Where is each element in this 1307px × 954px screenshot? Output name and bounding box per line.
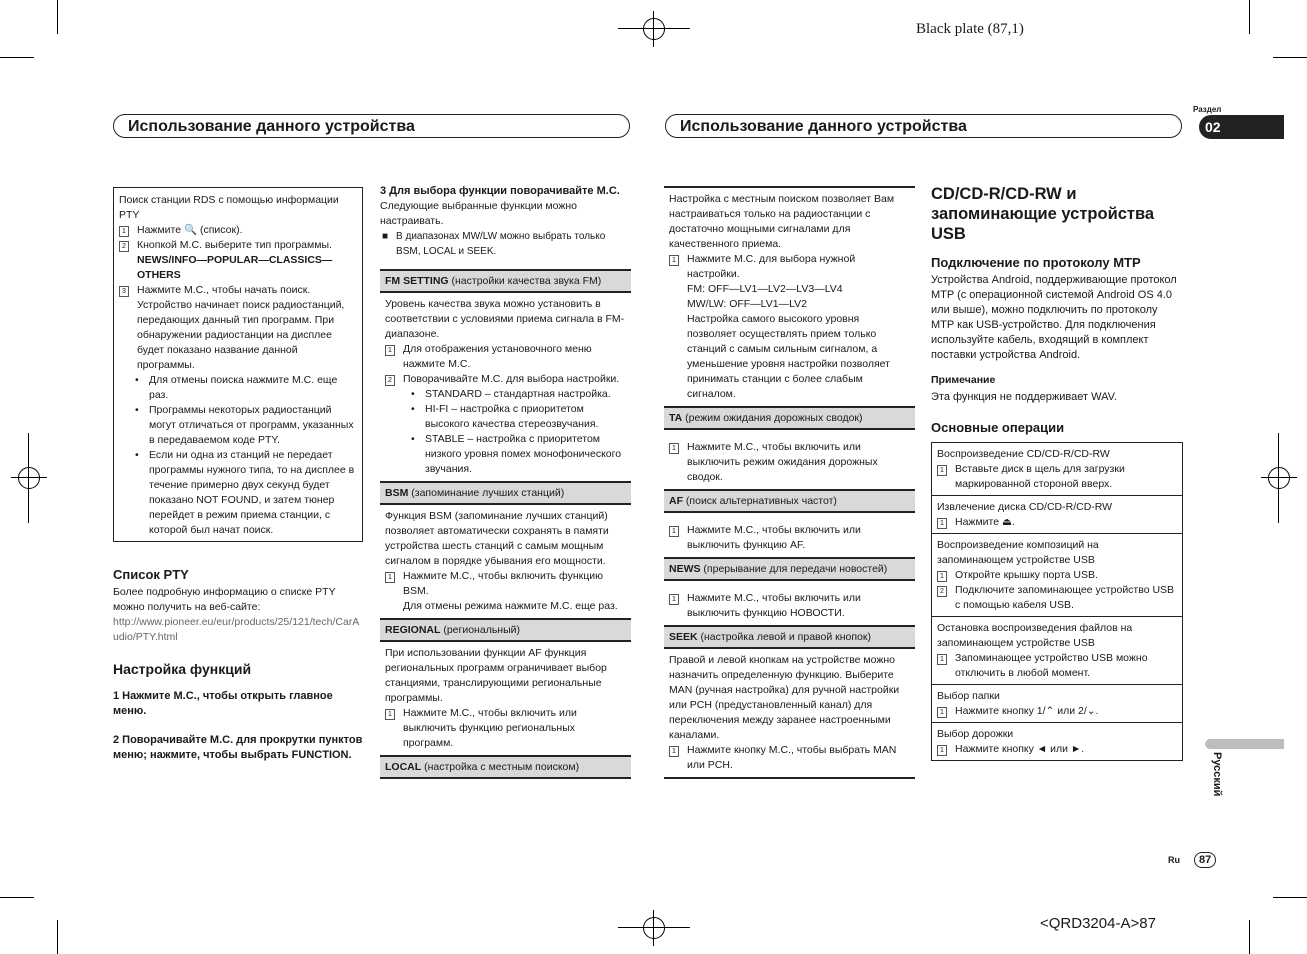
column-4 [931,184,1183,761]
step3-text: Следующие выбранные функции можно настраивать. [380,200,577,227]
box-title: Поиск станции RDS с помощью информации PTY [119,194,339,221]
column-2 [380,184,631,779]
bsm-body: Функция BSM (запоминание лучших станций) позволяет автоматически сохранять в памяти устройства шесть станций с самым мощным сигналом в порядке убывания его мощности. 1 Нажмите M.C., чтобы включить функцию BSM. Для отмены режима нажмите M.C. еще раз. [385,510,618,612]
language-tab-label: Русский [1211,752,1223,797]
pty-url-link[interactable]: http://www.pioneer.eu/eur/products/25/121/tech/CarAudio/PTY.html [113,616,360,643]
func-step-1: 1 Нажмите M.C., чтобы открыть главное меню. [113,690,333,717]
language-tab-bar [1205,739,1284,749]
ops-cell: Извлечение диска CD/CD-R/CD-RW 1 Нажмите ⏏. [932,496,1182,534]
seek-body: Правой и левой кнопкам на устройстве можно назначить определенную функцию. Выберите MAN (ручная настройка) для ручной настройки или PCH (предустановленный канал) для переключения между заранее настроенными каналами. 1 Нажмите кнопку M.C., чтобы выбрать MAN или PCH. [664,649,915,779]
func-step-3: 3 Для выбора функции поворачивайте M.C. [380,185,620,197]
crop-mark [1273,57,1307,58]
page-lang: Ru [1168,855,1180,865]
box-bullet: • Программы некоторых радиостанций могут отличаться от программ, указанных в передаваемом коде PTY. [135,404,354,446]
crop-mark [0,57,34,58]
note-label: Примечание [931,374,996,386]
main-heading: CD/CD-R/CD-RW и запоминающие устройства USB [931,185,1155,243]
fm-setting-body: Уровень качества звука можно установить в соответствии с условиями приема сигнала в FM-диапазоне. 1 Для отображения установочного меню нажмите M.C. 2 Поворачивайте M.C. для выбора настройки. • STANDARD – стандартная настройка. • HI-FI – настройка с приоритетом высокого качества стереозвучания. • STABLE – настройка с приоритетом низкого уровня помех монофонического звучания. [385,298,625,475]
af-bar: AF (поиск альтернативных частот) [664,489,915,513]
mtp-text: Устройства Android, поддерживающие протокол MTP (с операционной системой Android OS 4.0 или выше), можно подключить по протоколу MTP как USB-устройство. Для подключения используйте кабель, входящий в комплект поставки устройства Android. [931,274,1177,361]
box-step: 2 Кнопкой M.C. выберите тип программы. NEWS/INFO—POPULAR—CLASSICS—OTHERS [119,238,356,283]
crop-mark [57,0,58,34]
section-label: Раздел [1193,105,1222,114]
fm-setting-bar: FM SETTING (настройки качества звука FM) [380,269,631,293]
news-bar: NEWS (прерывание для передачи новостей) [664,557,915,581]
local-bar: LOCAL (настройка с местным поиском) [380,755,631,779]
note-text: Эта функция не поддерживает WAV. [931,391,1117,403]
step3-note: ■ В диапазонах MW/LW можно выбрать только BSM, LOCAL и SEEK. [382,231,606,257]
column-3 [664,186,915,779]
footer-code: <QRD3204-A>87 [1040,915,1156,932]
ops-cell: Выбор дорожки 1 Нажмите кнопку ◄ или ►. [937,728,1085,755]
page-number: 87 [1194,852,1216,868]
box-step: 3 Нажмите M.C., чтобы начать поиск. Устройство начинает поиск радиостанций, передающих данный тип программ. При обнаружении радиостанции на дисплее будет показано название данной программы. [119,283,356,373]
ops-heading: Основные операции [931,420,1065,435]
crop-mark [1273,897,1307,898]
plate-label: Black plate (87,1) [916,21,1024,37]
ops-cell: Остановка воспроизведения файлов на запоминающем устройстве USB 1 Запоминающее устройство USB можно отключить в любой момент. [932,617,1182,685]
functions-heading: Настройка функций [113,661,252,677]
seek-bar: SEEK (настройка левой и правой кнопок) [664,625,915,649]
box-bullet: • Если ни одна из станций не передает программы нужного типа, то на дисплее в течение примерно двух секунд будет показано NOT FOUND, и затем тюнер перейдет в режим приема станции, с которой был начат поиск. [135,449,355,536]
registration-mark-icon [11,460,47,496]
pty-text: Более подробную информацию о списке PTY можно получить на веб-сайте: [113,586,336,613]
registration-mark-icon [1261,460,1297,496]
registration-mark-icon [636,11,672,47]
regional-body: При использовании функции AF функция региональных программ ограничивает выбор станциями, транслирующими региональные программы. 1 Нажмите M.C., чтобы включить или выключить функцию региональных программ. [385,647,607,749]
regional-bar: REGIONAL (региональный) [380,618,631,642]
section-number-tab: 02 [1199,115,1284,139]
ops-table [931,442,1183,761]
crop-line [618,28,690,29]
column-1 [113,187,363,763]
pty-heading: Список PTY [113,567,189,582]
pty-search-box [113,187,363,542]
crop-line [1278,433,1279,523]
af-body: 1 Нажмите M.C., чтобы включить или выключить функцию AF. [664,513,915,557]
box-bullet: • Для отмены поиска нажмите M.C. еще раз. [135,374,338,401]
ta-body: 1 Нажмите M.C., чтобы включить или выключить режим ожидания дорожных сводок. [664,430,915,489]
crop-mark [0,897,34,898]
box-step: 1 Нажмите 🔍 (список). [119,223,356,238]
ops-cell: Воспроизведение CD/CD-R/CD-RW 1 Вставьте диск в щель для загрузки маркированной стороной вверх. [932,443,1182,496]
local-body: Настройка с местным поиском позволяет Вам настраиваться только на радиостанции с достаточно мощными сигналами для качественного приема. 1 Нажмите M.C. для выбора нужной настройки. FM: OFF—LV1—LV2—LV3—LV4 MW/LW: OFF—LV1—LV2 Настройка самого высокого уровня позволяет осуществлять прием только станций с самым сильным сигналом, а уменьшение уровня настройки позволяет принимать станции с более слабым сигналом. [669,193,895,400]
bsm-bar: BSM (запоминание лучших станций) [380,481,631,505]
crop-mark [1249,920,1250,954]
crop-line [28,433,29,523]
func-step-2: 2 Поворачивайте M.C. для прокрутки пунктов меню; нажмите, чтобы выбрать FUNCTION. [113,734,363,761]
ta-bar: TA (режим ожидания дорожных сводок) [664,406,915,430]
crop-mark [57,920,58,954]
registration-mark-icon [636,910,672,946]
page-header-left: Использование данного устройства [113,114,630,138]
crop-line [618,927,690,928]
news-body: 1 Нажмите M.C., чтобы включить или выключить функцию НОВОСТИ. [664,581,915,625]
page-header-right: Использование данного устройства [665,114,1182,138]
ops-cell: Выбор папки 1 Нажмите кнопку 1/⌃ или 2/⌄. [932,685,1182,723]
crop-mark [1249,0,1250,34]
ops-cell: Воспроизведение композиций на запоминающем устройстве USB 1 Откройте крышку порта USB. 2 Подключите запоминающее устройство USB с помощью кабеля USB. [932,534,1182,617]
mtp-heading: Подключение по протоколу MTP [931,255,1141,270]
